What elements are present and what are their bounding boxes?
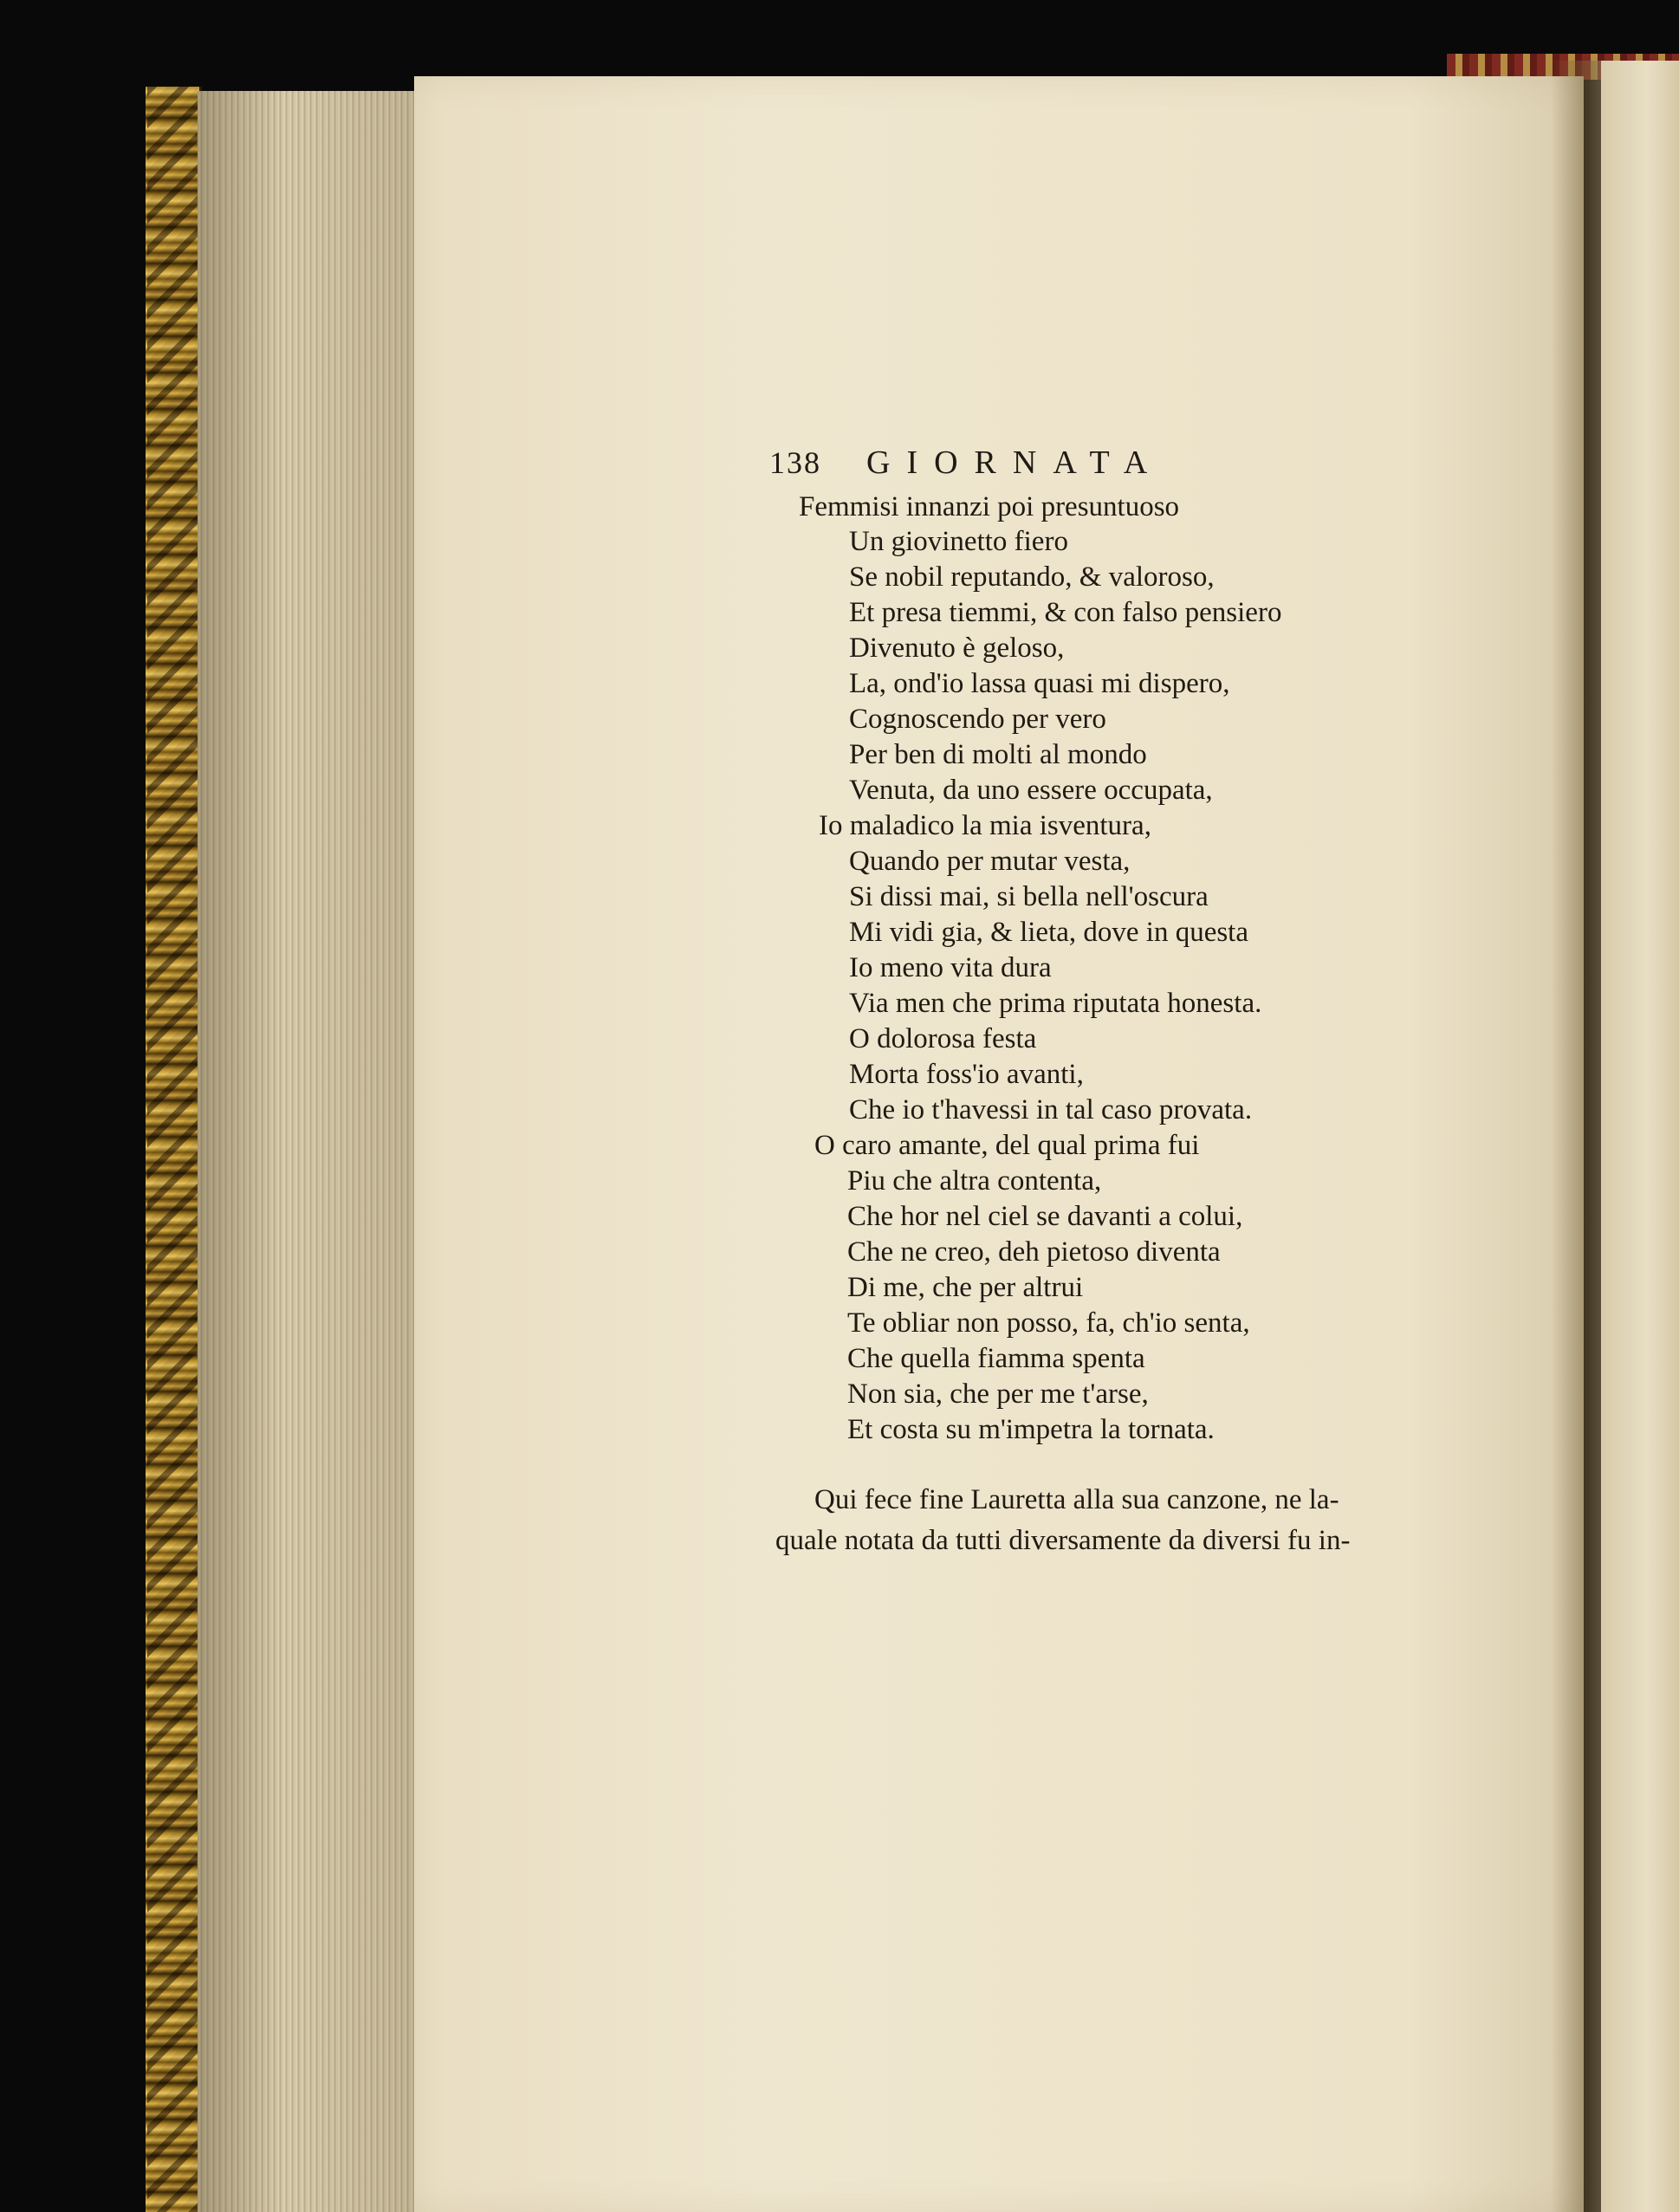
page-edges-shade	[198, 91, 414, 2212]
verse-line: Cognoscendo per vero	[849, 704, 1106, 735]
verse-line: Morta foss'io avanti,	[849, 1059, 1084, 1090]
verse-line: Divenuto è geloso,	[849, 632, 1065, 664]
verse-line: O caro amante, del qual prima fui	[814, 1130, 1200, 1161]
verse-line: Che hor nel ciel se davanti a colui,	[847, 1201, 1243, 1232]
verse-line: Che io t'havessi in tal caso provata.	[849, 1094, 1253, 1125]
verse-line: Io meno vita dura	[849, 952, 1052, 983]
gilded-spine-pattern	[147, 87, 198, 2212]
running-head	[769, 444, 1164, 482]
running-head-title: GIORNATA	[866, 444, 1164, 481]
verse-line: Quando per mutar vesta,	[849, 846, 1131, 877]
verse-line: Io maladico la mia isventura,	[819, 810, 1151, 841]
verse-line: Per ben di molti al mondo	[849, 739, 1147, 770]
verse-line: Che quella fiamma spenta	[847, 1343, 1145, 1374]
verse-line: Un giovinetto fiero	[849, 526, 1068, 557]
verse-line: Venuta, da uno essere occupata,	[849, 775, 1213, 806]
verse-line: Se nobil reputando, & valoroso,	[849, 561, 1215, 593]
verse-line: Mi vidi gia, & lieta, dove in questa	[849, 917, 1249, 948]
verse-line: O dolorosa festa	[849, 1023, 1037, 1054]
facing-page-edge	[1601, 61, 1679, 2212]
verse-line: Te obliar non posso, fa, ch'io senta,	[847, 1307, 1250, 1339]
verse-line: Et costa su m'impetra la tornata.	[847, 1414, 1215, 1445]
verse-line: Di me, che per altrui	[847, 1272, 1084, 1303]
prose-line: quale notata da tutti diversamente da diversi fu in-	[775, 1525, 1351, 1556]
verse-line: Non sia, che per me t'arse,	[847, 1378, 1149, 1410]
verse-line: Che ne creo, deh pietoso diventa	[847, 1236, 1221, 1268]
verse-line: Et presa tiemmi, & con falso pensiero	[849, 597, 1282, 628]
verse-line: Femmisi innanzi poi presuntuoso	[799, 491, 1180, 522]
prose-line: Qui fece fine Lauretta alla sua canzone, ne la-	[814, 1484, 1339, 1515]
verse-line: Via men che prima riputata honesta.	[849, 988, 1262, 1019]
verse-line: La, ond'io lassa quasi mi dispero,	[849, 668, 1230, 699]
verse-line: Si dissi mai, si bella nell'oscura	[849, 881, 1209, 912]
page-number: 138	[769, 445, 821, 480]
verse-line: Piu che altra contenta,	[847, 1165, 1102, 1197]
